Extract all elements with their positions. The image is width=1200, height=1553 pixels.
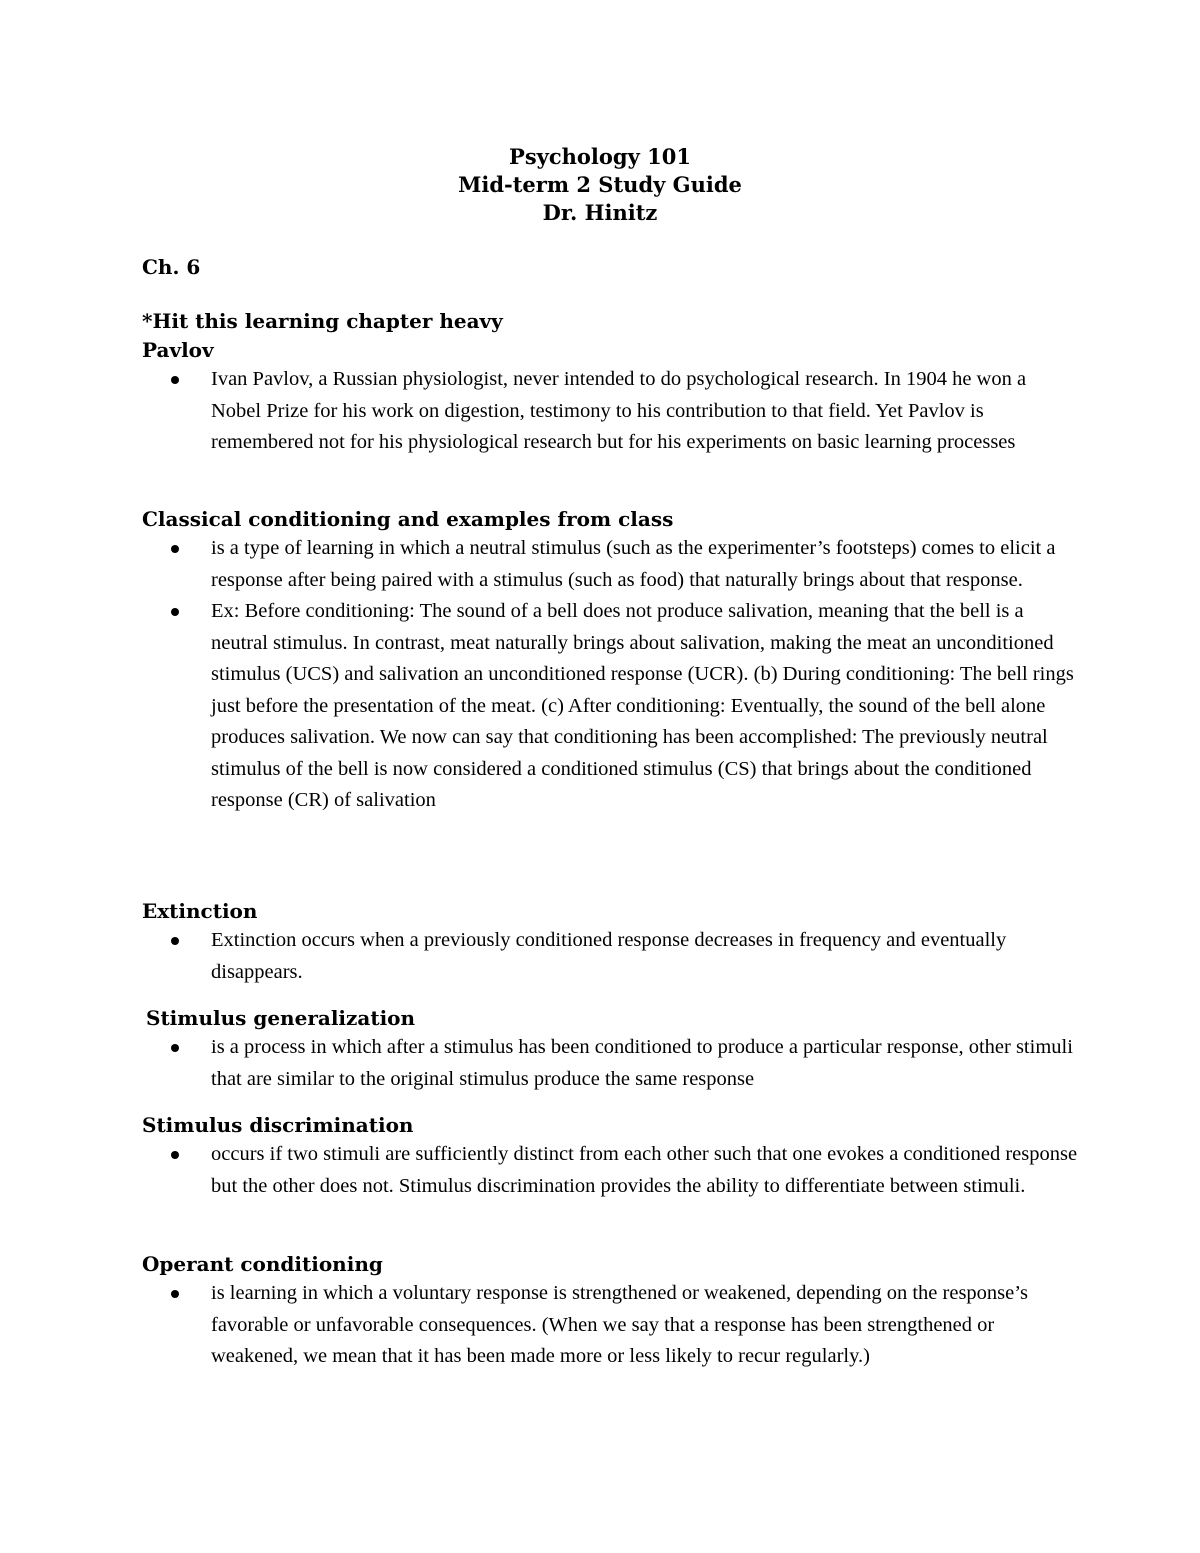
bullet-list-stimulus-discrimination <box>168 1139 1081 1202</box>
list-item <box>168 364 1081 459</box>
section-heading-classical-conditioning: Classical conditioning and examples from class <box>142 507 674 531</box>
bullet-text: Ivan Pavlov, a Russian physiologist, never intended to do psychological research. In 1904 he won a Nobel Prize for his work on digestion, testimony to his contribution to that field. Yet Pavlov is remembered not for his physiological research but for his experiments on basic learning processes <box>211 368 1027 453</box>
bullet-text: is learning in which a voluntary response is strengthened or weakened, depending on the response’s favorable or unfavorable consequences. (When we say that a response has been strengthened or weakened, we mean that it has been made more or less likely to recur regularly.) <box>211 1282 1028 1367</box>
bullet-list-extinction <box>168 925 1081 988</box>
bullet-icon <box>168 533 178 565</box>
bullet-icon <box>168 1139 178 1171</box>
course-title: Psychology 101 <box>509 144 691 169</box>
bullet-text: occurs if two stimuli are sufficiently distinct from each other such that one evokes a conditioned response but the other does not. Stimulus discrimination provides the ability to differentiate between stimuli. <box>211 1143 1078 1197</box>
list-item <box>168 1032 1081 1095</box>
bullet-icon <box>168 925 178 957</box>
list-item <box>168 925 1081 988</box>
bullet-list-operant-conditioning <box>168 1278 1081 1373</box>
exam-title: Mid-term 2 Study Guide <box>458 172 742 197</box>
instructor-name: Dr. Hinitz <box>542 200 658 225</box>
bullet-icon <box>168 1278 178 1310</box>
bullet-list-classical-conditioning <box>168 533 1081 817</box>
list-item <box>168 596 1081 817</box>
section-heading-extinction: Extinction <box>142 899 258 923</box>
list-item <box>168 1139 1081 1202</box>
study-note: *Hit this learning chapter heavy <box>142 309 503 333</box>
bullet-icon <box>168 364 178 396</box>
section-heading-operant-conditioning: Operant conditioning <box>142 1252 383 1276</box>
bullet-list-stimulus-generalization <box>168 1032 1081 1095</box>
section-heading-stimulus-generalization: Stimulus generalization <box>146 1006 416 1030</box>
list-item <box>168 1278 1081 1373</box>
bullet-text: Extinction occurs when a previously conditioned response decreases in frequency and eventually disappears. <box>211 929 1007 983</box>
section-heading-pavlov: Pavlov <box>142 338 214 362</box>
bullet-text: is a process in which after a stimulus has been conditioned to produce a particular response, other stimuli that are similar to the original stimulus produce the same response <box>211 1036 1073 1090</box>
bullet-text: Ex: Before conditioning: The sound of a bell does not produce salivation, meaning that the bell is a neutral stimulus. In contrast, meat naturally brings about salivation, making the meat an unconditioned stimulus (UCS) and salivation an unconditioned response (UCR). (b) During conditioning: The bell rings just before the presentation of the meat. (c) After conditioning: Eventually, the sound of the bell alone produces salivation. We now can say that conditioning has been accomplished: The previously neutral stimulus of the bell is now considered a conditioned stimulus (CS) that brings about the conditioned response (CR) of salivation <box>211 600 1074 811</box>
list-item <box>168 533 1081 596</box>
chapter-heading: Ch. 6 <box>142 255 201 279</box>
bullet-list-pavlov <box>168 364 1081 459</box>
bullet-icon <box>168 596 178 628</box>
title-block <box>0 143 1200 227</box>
bullet-text: is a type of learning in which a neutral stimulus (such as the experimenter’s footsteps) comes to elicit a response after being paired with a stimulus (such as food) that naturally brings about that response. <box>211 537 1056 591</box>
section-heading-stimulus-discrimination: Stimulus discrimination <box>142 1113 414 1137</box>
bullet-icon <box>168 1032 178 1064</box>
